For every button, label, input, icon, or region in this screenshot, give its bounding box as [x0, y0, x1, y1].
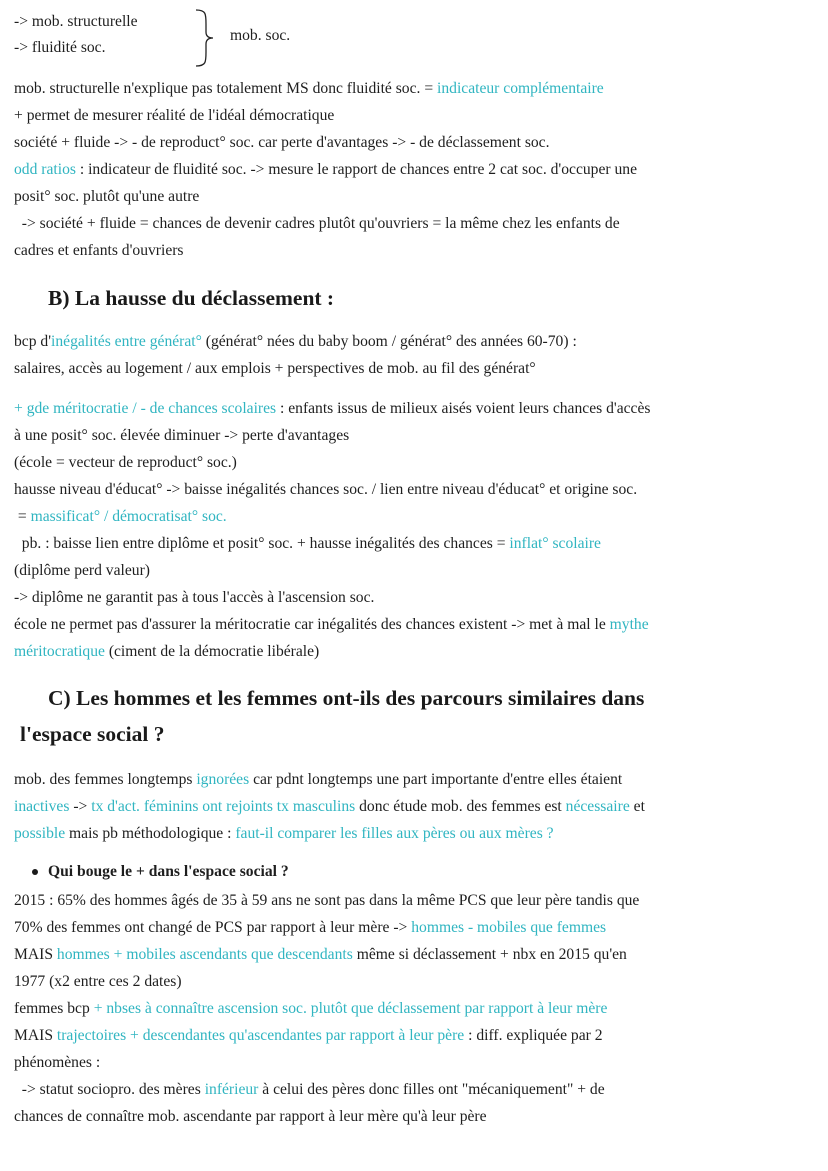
note-line: [14, 38, 818, 58]
note-line: [14, 824, 818, 844]
note-text: (école = vecteur de reproduct° soc.): [14, 454, 237, 471]
note-line: [14, 133, 818, 153]
highlight-term: hommes + mobiles ascendants que descendants: [56, 946, 353, 963]
note-line: [14, 561, 818, 581]
note-text: mob. structurelle n'explique pas totalement MS donc fluidité soc. =: [14, 80, 438, 97]
highlight-term: /: [128, 400, 141, 417]
note-line: [14, 918, 818, 938]
note-line: [14, 214, 818, 234]
note-text: MAIS: [14, 1027, 57, 1044]
note-text: femmes bcp: [14, 1000, 94, 1017]
note-line: [14, 399, 818, 419]
highlight-term: hommes - mobiles que femmes: [411, 919, 607, 936]
note-line: [14, 945, 818, 965]
note-text: hausse niveau d'éducat° -> baisse inégalités chances soc. / lien entre niveau d'éducat° et origine soc.: [14, 481, 638, 498]
note-text: salaires, accès au logement / aux emplois + perspectives de mob. au fil des générat°: [14, 360, 536, 377]
highlight-term: inactives: [14, 798, 70, 815]
highlight-term: + nbses à connaître ascension soc. plutôt que déclassement par rapport à leur mère: [93, 1000, 608, 1017]
note-text: bcp d': [14, 333, 52, 350]
note-text: : indicateur de fluidité soc. -> mesure le rapport de chances entre 2 cat soc. d'occuper une: [75, 161, 637, 178]
brace-label: mob. soc.: [230, 27, 291, 44]
highlight-term: - de chances scolaires: [140, 400, 277, 417]
highlight-term: odd ratios: [14, 161, 76, 178]
note-text: mais pb méthodologique :: [65, 825, 236, 842]
note-line: [14, 642, 818, 662]
note-text: -> fluidité soc.: [14, 39, 106, 56]
note-line: [14, 241, 818, 261]
note-line: [14, 187, 818, 207]
note-text: et: [629, 798, 645, 815]
note-line: [14, 507, 818, 527]
bullet-dot-icon: [32, 869, 38, 875]
note-line: [14, 426, 818, 446]
note-line: [14, 1107, 818, 1127]
highlight-term: ignorées: [196, 771, 250, 788]
note-line: [14, 615, 818, 635]
highlight-term: massificat°: [30, 508, 101, 525]
highlight-term: indicateur complémentaire: [437, 80, 604, 97]
note-text: -> diplôme ne garantit pas à tous l'accès à l'ascension soc.: [14, 589, 375, 606]
note-text: société + fluide -> - de reproduct° soc. car perte d'avantages -> - de déclassement soc.: [14, 134, 550, 151]
note-text: =: [14, 508, 31, 525]
highlight-term: méritocratique: [14, 643, 105, 660]
highlight-term: nécessaire: [565, 798, 630, 815]
note-line: [14, 1080, 818, 1100]
note-text: : enfants issus de milieux aisés voient leurs chances d'accès: [276, 400, 651, 417]
note-line: [14, 453, 818, 473]
note-text: -> mob. structurelle: [14, 13, 138, 30]
note-line: [14, 1026, 818, 1046]
note-text: + permet de mesurer réalité de l'idéal démocratique: [14, 107, 335, 124]
note-line: [14, 106, 818, 126]
note-line: [14, 160, 818, 180]
note-text: donc étude mob. des femmes est: [355, 798, 566, 815]
note-line: [14, 999, 818, 1019]
highlight-term: tx d'act. féminins ont rejoints tx masculins: [91, 798, 356, 815]
section-heading: B) La hausse du déclassement :: [48, 286, 335, 310]
highlight-term: inflat° scolaire: [509, 535, 601, 552]
note-text: cadres et enfants d'ouvriers: [14, 242, 184, 259]
note-line: [14, 12, 818, 32]
note-line: [14, 972, 818, 992]
note-line: [14, 891, 818, 911]
note-text: école ne permet pas d'assurer la méritocratie car inégalités des chances existent -> met à mal le: [14, 616, 610, 633]
note-line: [14, 359, 818, 379]
note-text: mob. des femmes longtemps: [14, 771, 197, 788]
note-text: posit° soc. plutôt qu'une autre: [14, 188, 200, 205]
note-text: même si déclassement + nbx en 2015 qu'en: [352, 946, 627, 963]
note-line: [14, 480, 818, 500]
note-text: pb. : baisse lien entre diplôme et posit° soc. + hausse inégalités des chances =: [14, 535, 510, 552]
note-line: [14, 1053, 818, 1073]
note-line: [14, 332, 818, 352]
highlight-term: possible: [14, 825, 66, 842]
note-text: à une posit° soc. élevée diminuer -> perte d'avantages: [14, 427, 350, 444]
note-line: [14, 79, 818, 99]
note-text: -> société + fluide = chances de devenir cadres plutôt qu'ouvriers = la même chez les enfants de: [14, 215, 620, 232]
highlight-term: démocratisat° soc.: [112, 508, 227, 525]
highlight-term: /: [100, 508, 113, 525]
note-text: 1977 (x2 entre ces 2 dates): [14, 973, 182, 990]
note-line: [14, 797, 818, 817]
note-line: [14, 770, 818, 790]
note-text: (générat° nées du baby boom / générat° des années 60-70) :: [201, 333, 577, 350]
note-text: : diff. expliquée par 2: [464, 1027, 603, 1044]
note-text: car pdnt longtemps une part importante d'entre elles étaient: [249, 771, 623, 788]
highlight-term: + gde méritocratie: [14, 400, 129, 417]
note-text: phénomènes :: [14, 1054, 101, 1071]
note-line: [14, 588, 818, 608]
note-text: MAIS: [14, 946, 57, 963]
highlight-term: mythe: [609, 616, 649, 633]
bullet-heading: Qui bouge le + dans l'espace social ?: [48, 863, 289, 880]
note-text: (diplôme perd valeur): [14, 562, 150, 579]
note-text: (ciment de la démocratie libérale): [104, 643, 320, 660]
highlight-term: trajectoires + descendantes qu'ascendantes par rapport à leur père: [56, 1027, 465, 1044]
highlight-term: inégalités entre générat°: [51, 333, 202, 350]
note-text: ->: [69, 798, 92, 815]
note-text: 2015 : 65% des hommes âgés de 35 à 59 ans ne sont pas dans la même PCS que leur père tandis que: [14, 892, 640, 909]
section-heading-continued: l'espace social ?: [20, 722, 165, 746]
note-text: chances de connaître mob. ascendante par rapport à leur mère qu'à leur père: [14, 1108, 487, 1125]
highlight-term: faut-il comparer les filles aux pères ou aux mères ?: [235, 825, 554, 842]
curly-brace-icon: [192, 8, 216, 68]
note-text: -> statut sociopro. des mères: [14, 1081, 205, 1098]
note-line: [14, 534, 818, 554]
section-heading: C) Les hommes et les femmes ont-ils des parcours similaires dans: [48, 686, 645, 710]
highlight-term: inférieur: [204, 1081, 259, 1098]
note-text: 70% des femmes ont changé de PCS par rapport à leur mère ->: [14, 919, 412, 936]
note-text: à celui des pères donc filles ont "mécaniquement" + de: [258, 1081, 605, 1098]
